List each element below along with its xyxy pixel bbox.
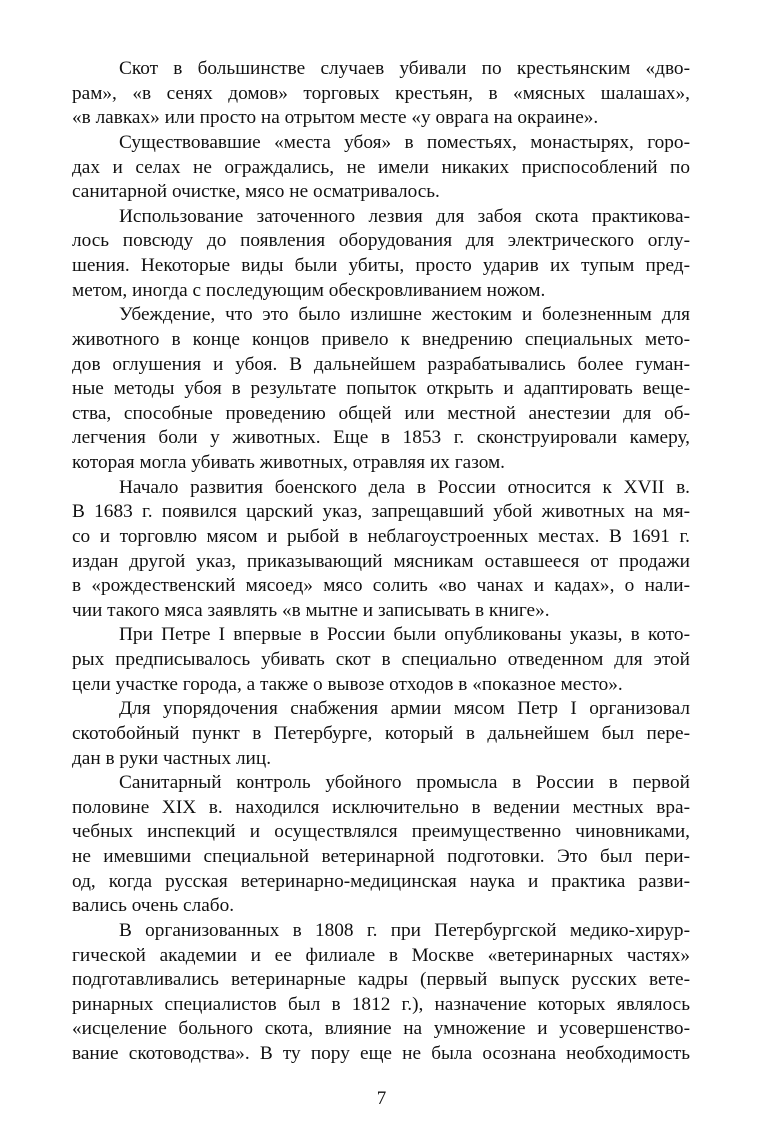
text-line: вались очень слабо. bbox=[72, 895, 235, 917]
text-line: цели участке города, а также о вывозе отходов в «показное место». bbox=[72, 673, 623, 695]
paragraph bbox=[72, 303, 690, 475]
text-line: дов оглушения и убоя. В дальнейшем разрабатывались более гуман- bbox=[72, 353, 690, 375]
text-line: не имевшими специальной ветеринарной подготовки. Это был пери- bbox=[72, 846, 690, 867]
text-line: рых предписывалось убивать скот в специально отведенном для этой bbox=[72, 649, 690, 670]
text-line: подготавливались ветеринарные кадры (первый выпуск русских вете- bbox=[72, 969, 690, 991]
text-line: ринарных специалистов был в 1812 г.), назначение которых являлось bbox=[72, 993, 690, 1015]
text-line: гической академии и ее филиале в Москве «ветеринарных частях» bbox=[72, 944, 690, 966]
text-line: половине XIX в. находился исключительно в ведении местных вра- bbox=[72, 796, 690, 818]
text-line: рам», «в сенях домов» торговых крестьян, в «мясных шалашах», bbox=[72, 82, 690, 104]
paragraph bbox=[72, 476, 690, 624]
paragraph bbox=[72, 697, 690, 771]
text-line: которая могла убивать животных, отравляя их газом. bbox=[72, 452, 506, 473]
text-line: скотобойный пункт в Петербурге, который в дальнейшем был пере- bbox=[72, 722, 690, 744]
text-line: лось повсюду до появления оборудования для электрического оглу- bbox=[72, 230, 690, 252]
paragraph bbox=[72, 205, 690, 304]
paragraph bbox=[72, 131, 690, 205]
text-line: Использование заточенного лезвия для забоя скота практикова- bbox=[119, 205, 690, 227]
text-line: дах и селах не ограждались, не имели никаких приспособлений по bbox=[72, 156, 690, 178]
text-line: дан в руки частных лиц. bbox=[72, 747, 272, 769]
paragraph bbox=[72, 919, 690, 1067]
text-line: издан другой указ, приказывающий мясникам оставшееся от продажи bbox=[72, 550, 690, 572]
text-line: В 1683 г. появился царский указ, запрещавший убой животных на мя- bbox=[72, 501, 690, 523]
text-line: ства, способные проведению общей или местной анестезии для об- bbox=[72, 402, 690, 424]
text-line: ные методы убоя в результате попыток открыть и адаптировать веще- bbox=[72, 378, 690, 400]
text-line: в «рождественский мясоед» мясо солить «во чанах и кадах», о нали- bbox=[72, 575, 690, 597]
text-line: «в лавках» или просто на отрытом месте «у оврага на окраине». bbox=[72, 107, 599, 129]
paragraph bbox=[72, 623, 690, 697]
text-line: метом, иногда с последующим обескровливанием ножом. bbox=[72, 279, 546, 301]
text-line: санитарной очистке, мясо не осматривалось. bbox=[72, 181, 440, 203]
text-line: животного в конце концов привело к внедрению специальных мето- bbox=[72, 328, 690, 350]
text-line: При Петре I впервые в России были опубликованы указы, в кото- bbox=[119, 624, 690, 646]
paragraph bbox=[72, 57, 690, 131]
text-line: чии такого мяса заявлять «в мытне и записывать в книге». bbox=[72, 599, 550, 621]
text-line: Начало развития боенского дела в России относится к XVII в. bbox=[119, 476, 690, 498]
text-line: шения. Некоторые виды были убиты, просто ударив их тупым пред- bbox=[72, 255, 690, 276]
text-line: вание скотоводства». В ту пору еще не была осознана необходимость bbox=[72, 1043, 690, 1064]
text-line: легчения боли у животных. Еще в 1853 г. сконструировали камеру, bbox=[72, 427, 690, 449]
page-number: 7 bbox=[376, 1087, 387, 1109]
paragraph bbox=[72, 771, 690, 919]
text-line: «исцеление больного скота, влияние на умножение и усовершенство- bbox=[72, 1018, 690, 1040]
text-line: В организованных в 1808 г. при Петербургской медико-хирур- bbox=[119, 919, 690, 941]
text-line: чебных инспекций и осуществлялся преимущественно чиновниками, bbox=[72, 821, 690, 843]
text-line: Для упорядочения снабжения армии мясом Петр I организовал bbox=[119, 698, 690, 720]
text-line: Убеждение, что это было излишне жестоким и болезненным для bbox=[119, 304, 690, 326]
text-line: со и торговлю мясом и рыбой в неблагоустроенных местах. В 1691 г. bbox=[72, 525, 690, 547]
text-line: Скот в большинстве случаев убивали по крестьянским «дво- bbox=[119, 58, 690, 79]
text-line: Санитарный контроль убойного промысла в России в первой bbox=[119, 772, 690, 794]
page-body bbox=[72, 0, 690, 1067]
text-line: Существовавшие «места убоя» в поместьях, монастырях, горо- bbox=[119, 131, 690, 153]
text-line: од, когда русская ветеринарно-медицинская наука и практика разви- bbox=[72, 870, 690, 892]
